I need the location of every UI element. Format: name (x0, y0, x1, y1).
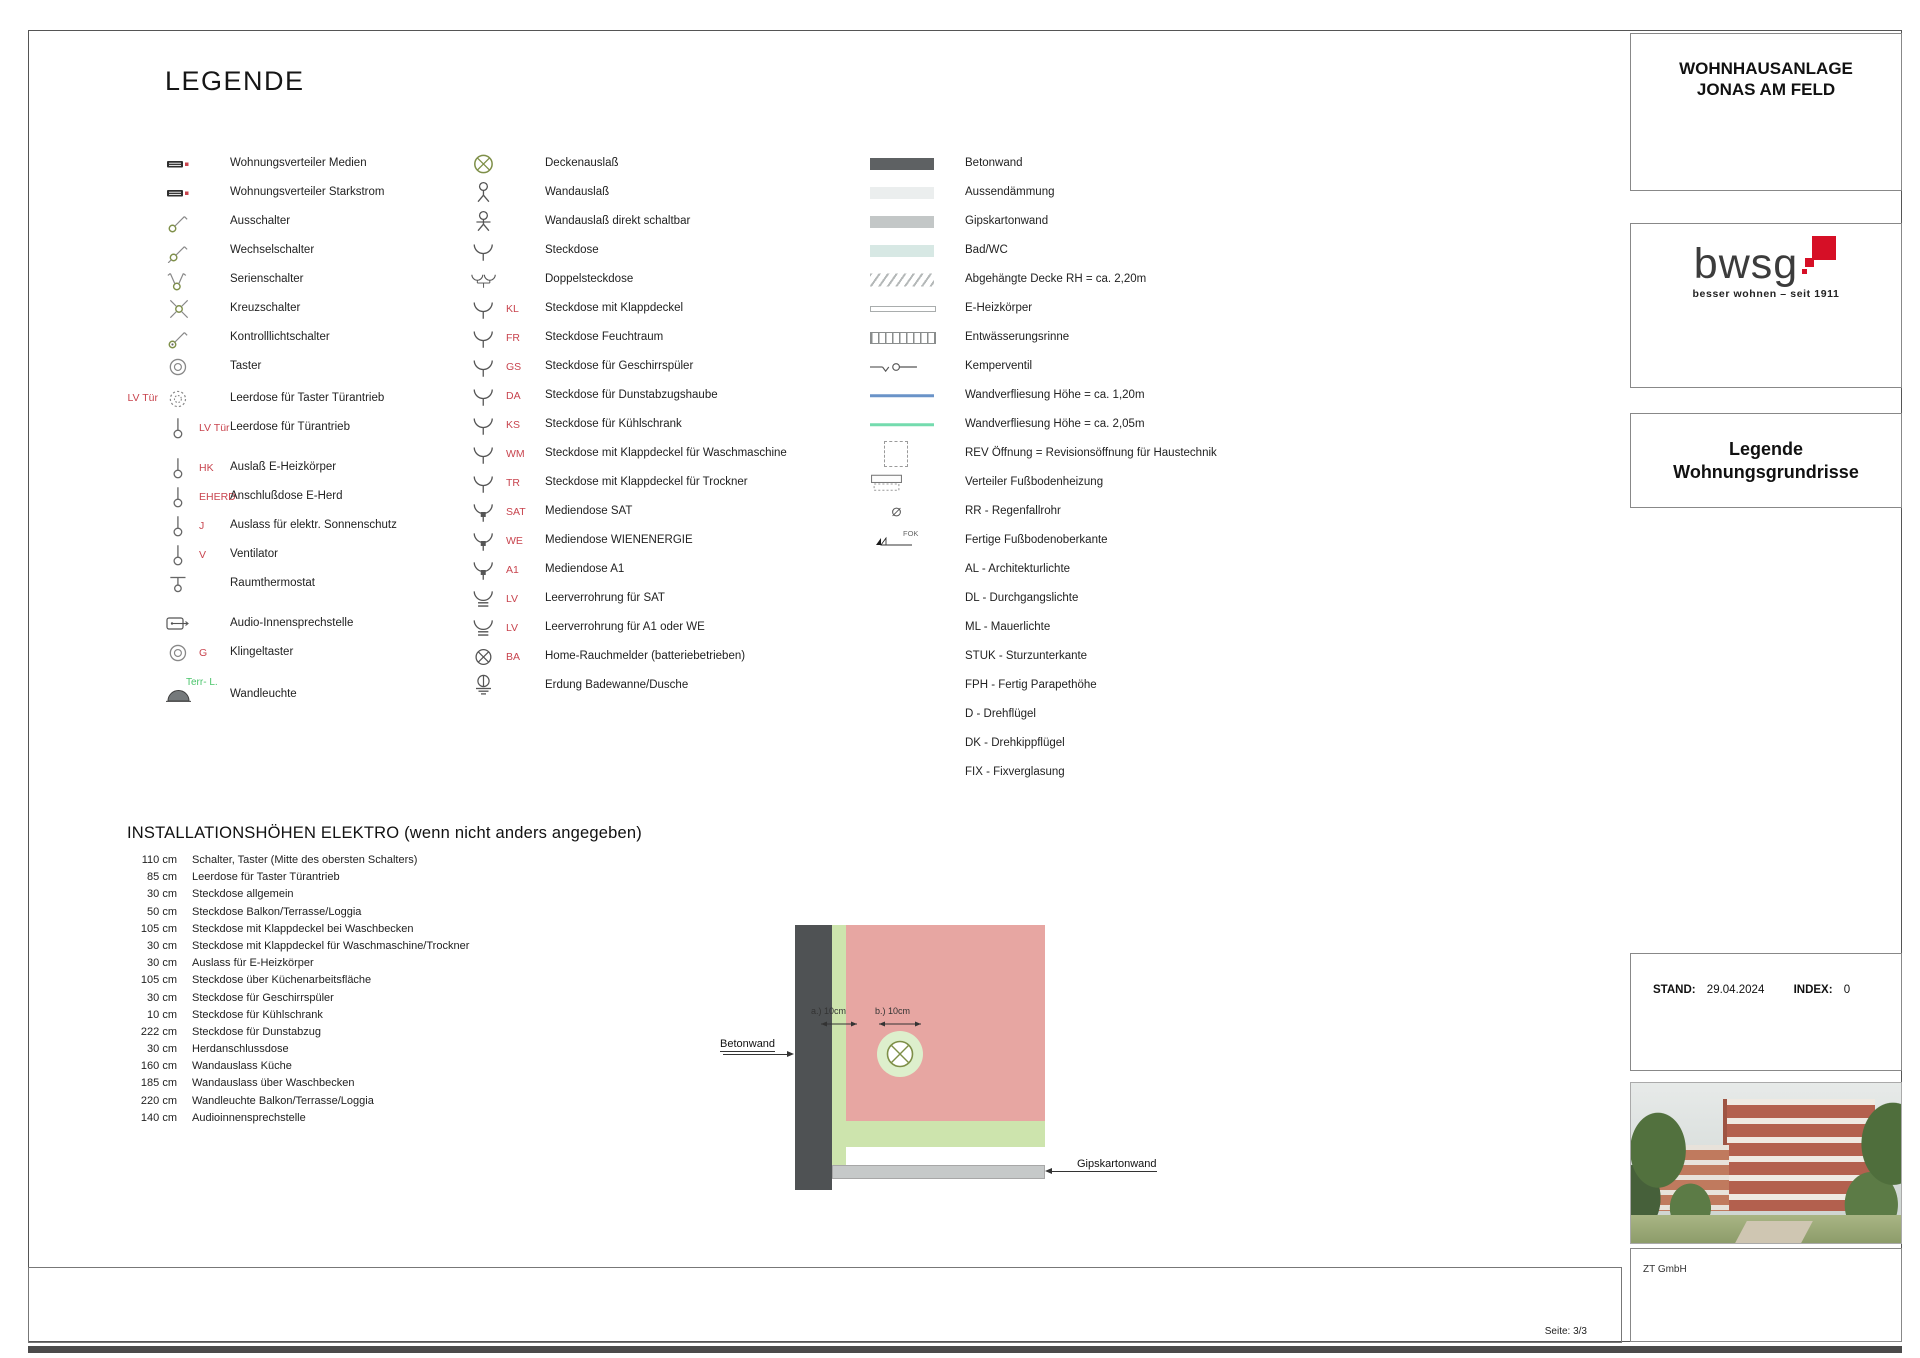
legend-red-tag: BA (506, 651, 521, 663)
legend-row (455, 381, 855, 410)
steck-icon (465, 297, 503, 321)
legend-label: Steckdose für Kühlschrank (545, 418, 682, 430)
install-height: 160 cm (140, 1060, 177, 1073)
legend-row (455, 526, 855, 555)
install-height: 222 cm (140, 1025, 177, 1038)
legend-row (865, 671, 1345, 700)
leerdose-icon (162, 387, 196, 411)
installation-heights-section (127, 824, 747, 1129)
legend-row (100, 638, 460, 667)
install-label: Steckdose für Dunstabzug (192, 1025, 322, 1038)
legend-label: Raumthermostat (230, 577, 316, 589)
install-height: 30 cm (147, 991, 177, 1004)
install-label: Steckdose mit Klappdeckel für Waschmaschine/Trockner (192, 939, 470, 952)
stand-label: STAND: (1653, 984, 1696, 996)
taster-icon (162, 355, 196, 379)
legend-row (455, 178, 855, 207)
key-icon (162, 456, 196, 480)
legend-row (100, 511, 460, 540)
legend-row (865, 497, 1345, 526)
concrete-wall-label: Betonwand (720, 1038, 776, 1050)
legend-row (100, 384, 460, 413)
legend-label: Steckdose mit Klappdeckel für Trockner (545, 476, 748, 488)
legend-label: Kreuzschalter (230, 302, 301, 314)
legend-label: Ausschalter (230, 215, 291, 227)
legend-row (455, 323, 855, 352)
legend-label: Auslaß E-Heizkörper (230, 461, 337, 473)
legend-row (100, 569, 460, 598)
legend-label: Leerverrohrung für SAT (545, 592, 665, 604)
legend-label: Home-Rauchmelder (batteriebetrieben) (545, 650, 746, 662)
diagram-gips-wall (832, 1165, 1045, 1179)
legend-small-tag: FOK (903, 529, 919, 538)
key-icon (162, 543, 196, 567)
legend-label: Wandleuchte (230, 688, 297, 700)
sheet-bottom-edge (28, 1346, 1902, 1353)
legend-red-tag: LV Tür (199, 422, 230, 434)
install-height: 30 cm (147, 957, 177, 970)
legend-row (455, 613, 855, 642)
legend-label: Steckdose für Geschirrspüler (545, 360, 694, 372)
index-value: 0 (1843, 984, 1851, 996)
legend-row (100, 413, 460, 442)
legend-row (100, 294, 460, 323)
gips-swatch (870, 216, 940, 228)
kontroll-icon (162, 326, 196, 350)
legend-row (100, 677, 460, 709)
wall-leader-arrow (787, 1051, 794, 1057)
legend-red-tag: LV (506, 593, 519, 605)
legend-label: FPH - Fertig Parapethöhe (965, 679, 1097, 691)
install-row (127, 888, 747, 905)
sheet-number: Seite: 3/3 (1544, 1326, 1587, 1337)
legend-row (865, 236, 1345, 265)
legend-row (865, 265, 1345, 294)
legend-label: Steckdose für Dunstabzugshaube (545, 389, 718, 401)
legend-row (100, 178, 460, 207)
install-height: 110 cm (141, 854, 177, 866)
bwsg-wordmark: bwsg (1693, 240, 1799, 288)
legend-row (100, 149, 460, 178)
legend-green-tag: Terr- L. (186, 677, 218, 688)
legend-row (865, 758, 1345, 787)
disclaimer-block (28, 1267, 1622, 1343)
legend-label: Erdung Badewanne/Dusche (545, 679, 689, 691)
install-row (127, 992, 747, 1009)
architect-block (1630, 1248, 1902, 1342)
steck-icon (465, 471, 503, 495)
legend-row (100, 609, 460, 638)
legend-label: Steckdose (545, 244, 599, 256)
installation-heights-table (127, 854, 747, 1129)
legend-row (455, 207, 855, 236)
wall-leader-line (723, 1054, 787, 1055)
install-row (127, 1026, 747, 1043)
legend-label: Betonwand (965, 157, 1023, 169)
audio-icon (162, 612, 196, 636)
legend-red-tag: DA (506, 390, 521, 402)
steck-icon (465, 442, 503, 466)
legend-label: FIX - Fixverglasung (965, 766, 1065, 778)
legend-row (455, 468, 855, 497)
legend-row (455, 671, 855, 700)
legend-label: Wohnungsverteiler Starkstrom (230, 186, 385, 198)
legend-row (100, 236, 460, 265)
legend-row (455, 265, 855, 294)
legend-row (865, 178, 1345, 207)
legend-red-tag: LV (506, 622, 519, 634)
architect-company: ZT GmbH (1643, 1264, 1687, 1275)
verteiler-icon (162, 181, 196, 205)
legend-label: DK - Drehkippflügel (965, 737, 1065, 749)
legend-red-tag: A1 (506, 564, 519, 576)
erd-icon (465, 674, 503, 698)
medien-icon (465, 558, 503, 582)
index-label: INDEX: (1793, 984, 1833, 996)
install-row (127, 923, 747, 940)
legend-label: Entwässerungsrinne (965, 331, 1070, 343)
stand-value: 29.04.2024 (1706, 984, 1765, 996)
install-height: 30 cm (147, 888, 177, 901)
legend-label: Ventilator (230, 548, 278, 560)
decke-icon (465, 152, 503, 176)
legend-label: Wandverfliesung Höhe = ca. 1,20m (965, 389, 1145, 401)
project-title-block (1630, 33, 1902, 191)
drill-zone-diagram (715, 920, 1205, 1205)
legend-label: Bad/WC (965, 244, 1008, 256)
install-label: Steckdose für Geschirrspüler (192, 991, 334, 1004)
legend-row (100, 453, 460, 482)
legend-label: Leerdose für Taster Türantrieb (230, 392, 385, 404)
legend-red-prefix: LV Tür (127, 392, 158, 404)
install-height: 10 cm (147, 1008, 177, 1021)
bwsg-logo (1693, 240, 1838, 288)
dimension-b-arrow (877, 1019, 923, 1029)
legend-label: Klingeltaster (230, 646, 294, 658)
legend-row (100, 352, 460, 381)
legend-label: Wandauslaß (545, 186, 610, 198)
legend-label: Wohnungsverteiler Medien (230, 157, 367, 169)
legend-label: STUK - Sturzunterkante (965, 650, 1088, 662)
rinne-swatch (870, 332, 940, 344)
legend-red-tag: SAT (506, 506, 526, 518)
key-icon (162, 514, 196, 538)
diagram-ceiling-outlet-zone (877, 1031, 923, 1077)
legend-label: Kemperventil (965, 360, 1033, 372)
install-label: Steckdose mit Klappdeckel bei Waschbecken (192, 922, 414, 935)
legend-label: Taster (230, 360, 262, 372)
install-height: 185 cm (140, 1077, 177, 1090)
page-title: LEGENDE (165, 66, 305, 96)
legend-row (865, 439, 1345, 468)
legend-label: Steckdose Feuchtraum (545, 331, 664, 343)
legend-label: Auslass für elektr. Sonnenschutz (230, 519, 397, 531)
project-title-line2: JONAS AM FELD (1696, 80, 1836, 99)
steck-icon (465, 413, 503, 437)
legend-row (865, 526, 1345, 555)
legend-label: Wechselschalter (230, 244, 315, 256)
legend-row (865, 584, 1345, 613)
installation-heights-title: INSTALLATIONSHÖHEN ELEKTRO (wenn nicht anders angegeben) (127, 824, 642, 842)
install-row (127, 871, 747, 888)
legend-red-tag: TR (506, 477, 520, 489)
legend-label: Deckenauslaß (545, 157, 619, 169)
install-row (127, 1077, 747, 1094)
legend-label: REV Öffnung = Revisionsöffnung für Haustechnik (965, 447, 1217, 459)
install-label: Steckdose Balkon/Terrasse/Loggia (192, 905, 362, 918)
badwc-swatch (870, 245, 940, 257)
steck2-icon (465, 268, 503, 292)
gips-leader-arrow (1045, 1168, 1052, 1174)
legend-row (865, 149, 1345, 178)
legend-row (100, 265, 460, 294)
install-row (127, 1043, 747, 1060)
install-height: 85 cm (147, 871, 177, 884)
bwsg-square-icon (1805, 258, 1814, 267)
status-block (1630, 953, 1902, 1071)
legend-row (100, 482, 460, 511)
install-row (127, 1112, 747, 1129)
legend-row (865, 555, 1345, 584)
install-row (127, 1095, 747, 1112)
project-title-line1: WOHNHAUSANLAGE (1679, 59, 1853, 78)
medien-icon (465, 529, 503, 553)
legend-label: Mediendose WIENENERGIE (545, 534, 693, 546)
legend-row (865, 700, 1345, 729)
legend-row (865, 642, 1345, 671)
legend-row (455, 497, 855, 526)
bwsg-logo-block (1630, 223, 1902, 388)
install-row (127, 940, 747, 957)
bwsg-square-icon (1812, 236, 1836, 260)
legend-label: Wandverfliesung Höhe = ca. 2,05m (965, 418, 1145, 430)
install-height: 50 cm (147, 905, 177, 918)
legend-row (865, 294, 1345, 323)
legend-label: Leerdose für Türantrieb (230, 421, 350, 433)
legend-label: D - Drehflügel (965, 708, 1036, 720)
install-label: Leerdose für Taster Türantrieb (192, 871, 340, 884)
tile205-swatch (870, 423, 940, 427)
legend-red-tag: V (199, 549, 207, 561)
legend-label: RR - Regenfallrohr (965, 505, 1061, 517)
legend-row (455, 236, 855, 265)
legend-red-tag: WM (506, 448, 525, 460)
legend-row (100, 323, 460, 352)
install-label: Wandauslass Küche (192, 1060, 292, 1073)
legend-row (865, 468, 1345, 497)
legend-row (865, 207, 1345, 236)
legend-label: Wandauslaß direkt schaltbar (545, 215, 691, 227)
legend-red-tag: HK (199, 462, 214, 474)
aus-icon (162, 210, 196, 234)
steck-icon (465, 355, 503, 379)
legend-row (865, 352, 1345, 381)
legend-row (455, 439, 855, 468)
legend-label: E-Heizkörper (965, 302, 1033, 314)
legend-red-tag: KL (506, 303, 519, 315)
diagram-allowed-zone-bottom (832, 1121, 1045, 1147)
install-height: 105 cm (140, 922, 177, 935)
legend-label: Serienschalter (230, 273, 304, 285)
legend-red-tag: GS (506, 361, 522, 373)
install-row (127, 854, 747, 871)
key-icon (162, 416, 196, 440)
rev-swatch (870, 441, 940, 467)
key-icon (162, 485, 196, 509)
legend-row (865, 323, 1345, 352)
daemm-swatch (870, 187, 940, 199)
wand-s-icon (465, 210, 503, 234)
medien-icon (465, 500, 503, 524)
install-label: Wandleuchte Balkon/Terrasse/Loggia (192, 1094, 374, 1107)
steck-icon (465, 326, 503, 350)
legend-column-electro-1 (100, 149, 460, 709)
install-row (127, 957, 747, 974)
install-height: 220 cm (140, 1094, 177, 1107)
ceiling-outlet-icon (884, 1038, 916, 1070)
legend-row (865, 729, 1345, 758)
legend-label: Steckdose mit Klappdeckel (545, 302, 684, 314)
legend-label: Kontrolllichtschalter (230, 331, 330, 343)
legend-row (455, 642, 855, 671)
install-row (127, 1009, 747, 1026)
leer-icon (465, 616, 503, 640)
legend-row (100, 207, 460, 236)
install-label: Steckdose allgemein (192, 888, 294, 901)
install-height: 30 cm (147, 939, 177, 952)
legend-row (455, 294, 855, 323)
legend-title-block (1630, 413, 1902, 508)
taster-icon (162, 641, 196, 665)
legend-red-tag: FR (506, 332, 520, 344)
legend-red-tag: G (199, 647, 208, 659)
legend-row (100, 540, 460, 569)
legend-label: Mediendose SAT (545, 505, 633, 517)
bwsg-square-icon (1802, 269, 1807, 274)
legend-title-line1: Legende (1728, 439, 1803, 459)
install-label: Herdanschlussdose (192, 1043, 289, 1056)
verteiler-icon (162, 152, 196, 176)
legend-label: Abgehängte Decke RH = ca. 2,20m (965, 273, 1147, 285)
gips-leader-line (1049, 1171, 1077, 1172)
legend-column-electro-2 (455, 149, 855, 700)
rauch-icon (465, 645, 503, 669)
thermostat-icon (162, 572, 196, 596)
install-label: Steckdose für Kühlschrank (192, 1008, 323, 1021)
steck-icon (465, 239, 503, 263)
legend-label: AL - Architekturlichte (965, 563, 1071, 575)
legend-row (865, 410, 1345, 439)
legend-label: DL - Durchgangslichte (965, 592, 1079, 604)
legend-column-walls (865, 149, 1345, 787)
legend-row (865, 613, 1345, 642)
steck-icon (465, 384, 503, 408)
install-height: 105 cm (140, 974, 177, 987)
dimension-a-arrow (819, 1019, 859, 1029)
legend-label: Doppelsteckdose (545, 273, 634, 285)
diagram-concrete-wall (795, 925, 832, 1190)
legend-title-line2: Wohnungsgrundrisse (1673, 462, 1859, 482)
legend-label: Anschlußdose E-Herd (230, 490, 343, 502)
legend-label: Gipskartonwand (965, 215, 1049, 227)
legend-red-tag: KS (506, 419, 521, 431)
install-height: 140 cm (140, 1111, 177, 1124)
legend-label: Verteiler Fußbodenheizung (965, 476, 1104, 488)
legend-row (455, 410, 855, 439)
serien-icon (162, 268, 196, 292)
gips-wall-label: Gipskartonwand (1077, 1158, 1157, 1170)
legend-row (455, 149, 855, 178)
legend-row (455, 584, 855, 613)
legend-row (455, 352, 855, 381)
tile120-swatch (870, 394, 940, 398)
kreuz-icon (162, 297, 196, 321)
dimension-a-label: a.) 10cm (811, 1006, 847, 1016)
install-row (127, 1060, 747, 1077)
heiz-swatch (870, 306, 940, 312)
legend-red-tag: EHERD (199, 491, 236, 503)
kemper-swatch (870, 360, 940, 373)
legend-label: Aussendämmung (965, 186, 1055, 198)
install-label: Audioinnensprechstelle (192, 1111, 306, 1124)
legend-row (865, 381, 1345, 410)
legend-label: Steckdose mit Klappdeckel für Waschmaschine (545, 447, 787, 459)
install-row (127, 974, 747, 991)
legend-label: Fertige Fußbodenoberkante (965, 534, 1108, 546)
dimension-b-label: b.) 10cm (875, 1006, 911, 1016)
install-label: Schalter, Taster (Mitte des obersten Schalters) (192, 854, 418, 866)
legend-red-tag: WE (506, 535, 523, 547)
install-label: Auslass für E-Heizkörper (192, 957, 314, 970)
diagram-forbidden-zone (846, 925, 1045, 1121)
rr-swatch (870, 505, 940, 518)
legend-label: Mediendose A1 (545, 563, 625, 575)
legend-label: ML - Mauerlichte (965, 621, 1051, 633)
install-row (127, 906, 747, 923)
building-render-photo (1630, 1082, 1902, 1244)
legend-label: Leerverrohrung für A1 oder WE (545, 621, 705, 633)
leer-icon (465, 587, 503, 611)
bwsg-tagline: besser wohnen – seit 1911 (1692, 288, 1840, 300)
install-label: Steckdose über Küchenarbeitsfläche (192, 974, 372, 987)
legend-label: Audio-Innensprechstelle (230, 617, 354, 629)
wechsel-icon (162, 239, 196, 263)
install-label: Wandauslass über Waschbecken (192, 1077, 355, 1090)
legend-red-tag: J (199, 520, 205, 532)
wand-icon (465, 181, 503, 205)
legend-row (455, 555, 855, 584)
decke220-swatch (870, 273, 940, 286)
photo-path (1735, 1221, 1813, 1243)
beton-swatch (870, 158, 940, 170)
install-height: 30 cm (147, 1043, 177, 1056)
fbh-swatch (870, 473, 940, 492)
